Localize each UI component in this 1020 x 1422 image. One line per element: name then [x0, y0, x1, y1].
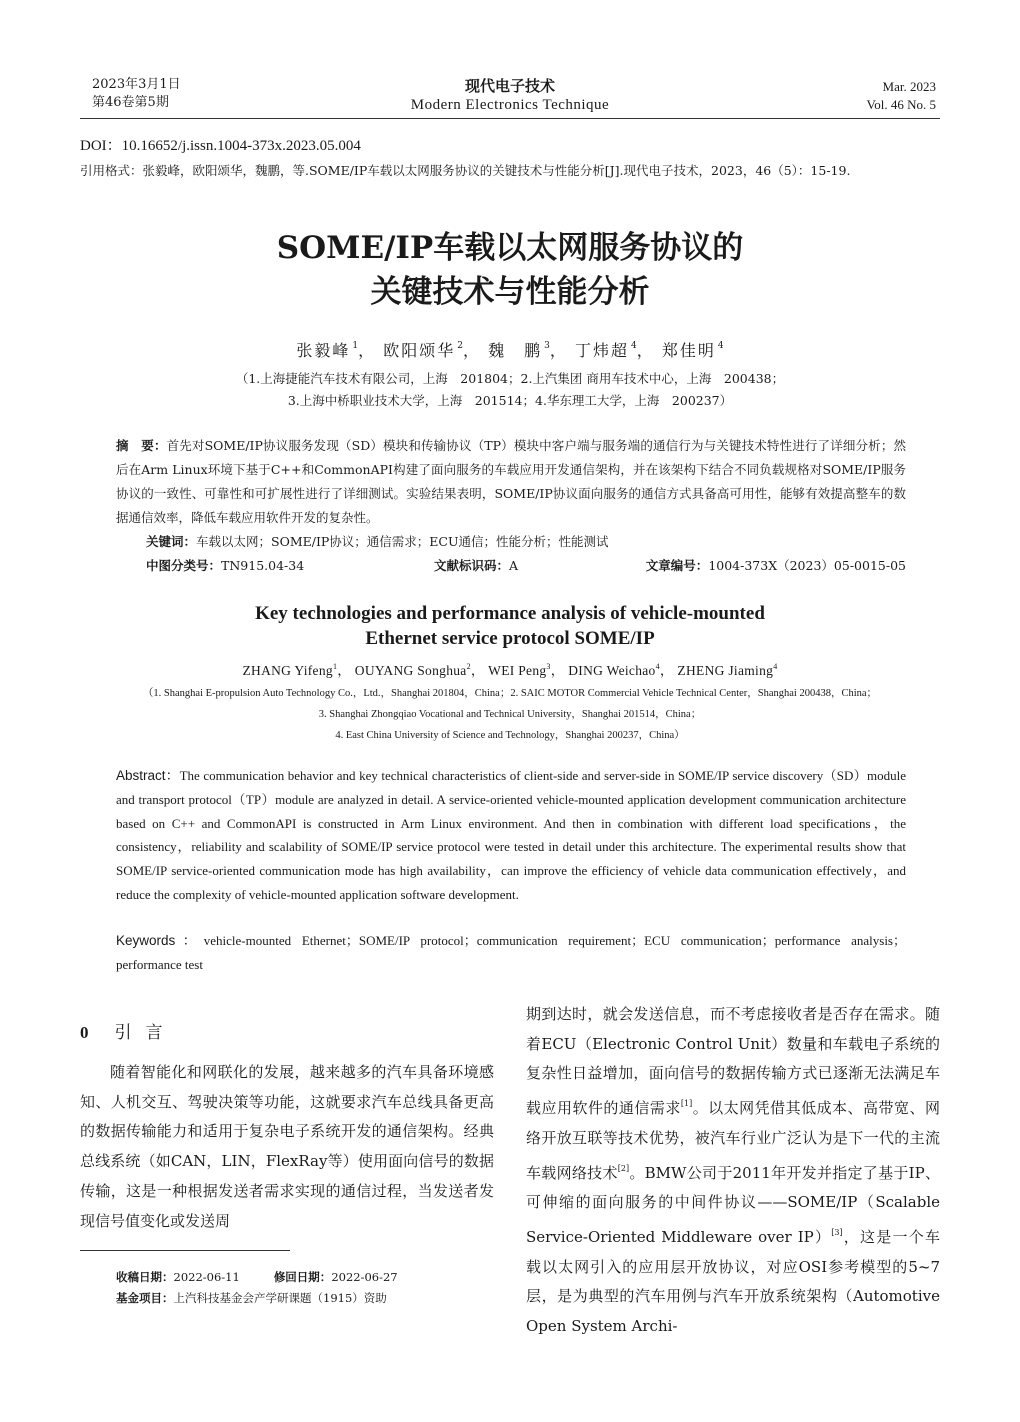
title-cn-line2: 关键技术与性能分析 [370, 274, 650, 310]
body-paragraph: 随着智能化和网联化的发展，越来越多的汽车具备环境感知、人机交互、驾驶决策等功能，这就要求汽车总线具备更高的数据传输能力和适用于复杂电子系统开发的通信架构。经典总线系统（如CAN，LIN，FlexRay等）使用面向信号的数据传输，这是一种根据发送者需求实现的通信过程，当发送者发现信号值变化或发送周 [80, 1063, 494, 1230]
affil-cn-line1: （1.上海捷能汽车技术有限公司，上海 201804；2.上汽集团 商用车技术中心，上海 200438； [235, 371, 785, 386]
citation-ref: [2] [617, 1163, 630, 1173]
affil-en-line2: 3. Shanghai Zhongqiao Vocational and Technical University，Shanghai 201514，China； [318, 709, 702, 720]
abstract-cn [116, 434, 906, 530]
section-number: 0 [80, 1023, 91, 1042]
doi: DOI：10.16652/j.issn.1004-373x.2023.05.004 [80, 138, 361, 154]
keywords-en-text: vehicle-mounted Ethernet；SOME/IP protocol；communication requirement；ECU communication；performance analysis；performance test [116, 933, 906, 972]
header-right [867, 78, 936, 114]
author-cn: 魏 鹏 $^3$， [488, 341, 568, 360]
keywords-en-label: Keywords： [116, 933, 204, 948]
abstract-en [116, 764, 906, 907]
affil-en-line1: （1. Shanghai E-propulsion Auto Technology Co.，Ltd.，Shanghai 201804，China；2. SAIC MOTOR Commercial Vehicle Technical Center，Shanghai 200438，China； [142, 688, 878, 699]
keywords-cn-label: 关键词： [146, 534, 197, 549]
title-cn-line1: SOME/IP车载以太网服务协议的 [276, 230, 744, 266]
authors-cn [0, 338, 1020, 361]
keywords-cn-text: 车载以太网；SOME/IP协议；通信需求；ECU通信；性能分析；性能测试 [196, 534, 609, 549]
footnote-dates: 收稿日期：2022-06-11 修回日期：2022-06-27 [116, 1270, 398, 1284]
header-date-cn: 2023年3月1日 [92, 77, 181, 92]
citation: 引用格式：张毅峰，欧阳颂华，魏鹏，等.SOME/IP车载以太网服务协议的关键技术与性能分析[J].现代电子技术，2023，46（5）：15-19. [80, 163, 851, 178]
abstract-en-label: Abstract： [116, 768, 180, 783]
classification-row [146, 555, 906, 577]
footnote-divider [80, 1250, 290, 1251]
body-paragraph: 期到达时，就会发送信息，而不考虑接收者是否存在需求。随着ECU（Electronic Control Unit）数量和车载电子系统的复杂性日益增加，面向信号的数据传输方式已逐渐无法满足车载应用软件的通信需求[1]。以太网凭借其低成本、高带宽、网络开放互联等技术优势，被汽车行业广泛认为是下一代的主流车载网络技术[2]。BMW公司于2011年开发并指定了基于IP、可伸缩的面向服务的中间件协议——SOME/IP（Scalable Service-Oriented Middleware over IP）[3]，这是一个车载以太网引入的应用层开放协议，对应OSI参考模型的5~7层，是为典型的汽车用例与汽车开放系统架构（Automotive Open System Archi- [526, 1005, 940, 1336]
author-cn: 张毅峰 $^1$， [296, 341, 377, 360]
header-date-en: Mar. 2023 [882, 79, 936, 94]
author-cn: 丁炜超 $^4$， [574, 341, 655, 360]
authors-en [0, 659, 1020, 679]
citation-ref: [1] [680, 1099, 693, 1109]
journal-name-en: Modern Electronics Technique [410, 97, 610, 113]
header-divider [80, 118, 940, 119]
abstract-cn-text: 首先对SOME/IP协议服务发现（SD）模块和传输协议（TP）模块中客户端与服务端的通信行为与关键技术特性进行了详细分析；然后在Arm Linux环境下基于C++和CommonAPI构建了面向服务的车载应用开发通信架构，并在该架构下结合不同负载规格对SOME/IP服务协议的一致性、可靠性和可扩展性进行了详细测试。实验结果表明，SOME/IP协议面向服务的通信方式具备高可用性，能够有效提高整车的数据通信效率，降低车载应用软件开发的复杂性。 [116, 438, 906, 525]
affil-cn-line2: 3.上海中桥职业技术大学，上海 201514；4.华东理工大学，上海 200237） [287, 393, 733, 408]
author-en: DING Weichao$^4$， [568, 662, 674, 678]
document-code: 文献标识码：A [434, 558, 519, 573]
clc-code: 中图分类号：TN915.04-34 [146, 558, 305, 573]
paper-title-en [0, 601, 1020, 651]
affiliations-en [0, 683, 1020, 746]
header-issue-cn: 第46卷第5期 [92, 95, 169, 110]
paper-title-cn [0, 226, 1020, 314]
journal-name-cn: 现代电子技术 [464, 77, 555, 95]
author-cn: 欧阳颂华 $^2$， [383, 341, 482, 360]
footnote-fund: 基金项目：上汽科技基金会产学研课题（1915）资助 [116, 1291, 387, 1305]
footnote [116, 1267, 398, 1309]
article-number: 文章编号：1004-373X（2023）05-0015-05 [645, 558, 906, 573]
abstract-en-text: The communication behavior and key technical characteristics of client-side and server-side in SOME/IP service discovery（SD）module and transport protocol（TP）module are analyzed in detail. A service-oriented vehicle-mounted application development communication architecture based on C++ and CommonAPI is constructed in Arm Linux environment. And then in combination with different load specifications，the consistency，reliability and scalability of SOME/IP service protocol were tested in detail under this architecture. The experimental results show that SOME/IP service-oriented communication mode has high availability，can improve the efficiency of vehicle data communication effectively，and reduce the complexity of vehicle-mounted application software development. [116, 768, 906, 902]
author-en: WEI Peng$^3$， [488, 662, 565, 678]
title-en-line2: Ethernet service protocol SOME/IP [365, 628, 655, 649]
body-column-left [80, 1058, 494, 1236]
affiliations-cn [0, 368, 1020, 412]
keywords-cn [146, 531, 906, 553]
abstract-cn-label: 摘 要： [116, 438, 167, 453]
keywords-en [116, 929, 906, 977]
author-en: ZHENG Jiaming$^4$ [677, 662, 778, 678]
citation-ref: [3] [831, 1227, 843, 1237]
author-cn: 郑佳明 $^4$ [661, 341, 724, 360]
section-title: 引言 [114, 1023, 177, 1043]
body-column-right [526, 1000, 940, 1342]
affil-en-line3: 4. East China University of Science and Technology，Shanghai 200237，China） [335, 730, 685, 741]
author-en: ZHANG Yifeng$^1$， [242, 662, 352, 678]
header-issue-en: Vol. 46 No. 5 [866, 97, 936, 112]
section-heading [80, 1018, 177, 1043]
author-en: OUYANG Songhua$^2$， [354, 662, 485, 678]
title-en-line1: Key technologies and performance analysis of vehicle-mounted [255, 603, 765, 624]
